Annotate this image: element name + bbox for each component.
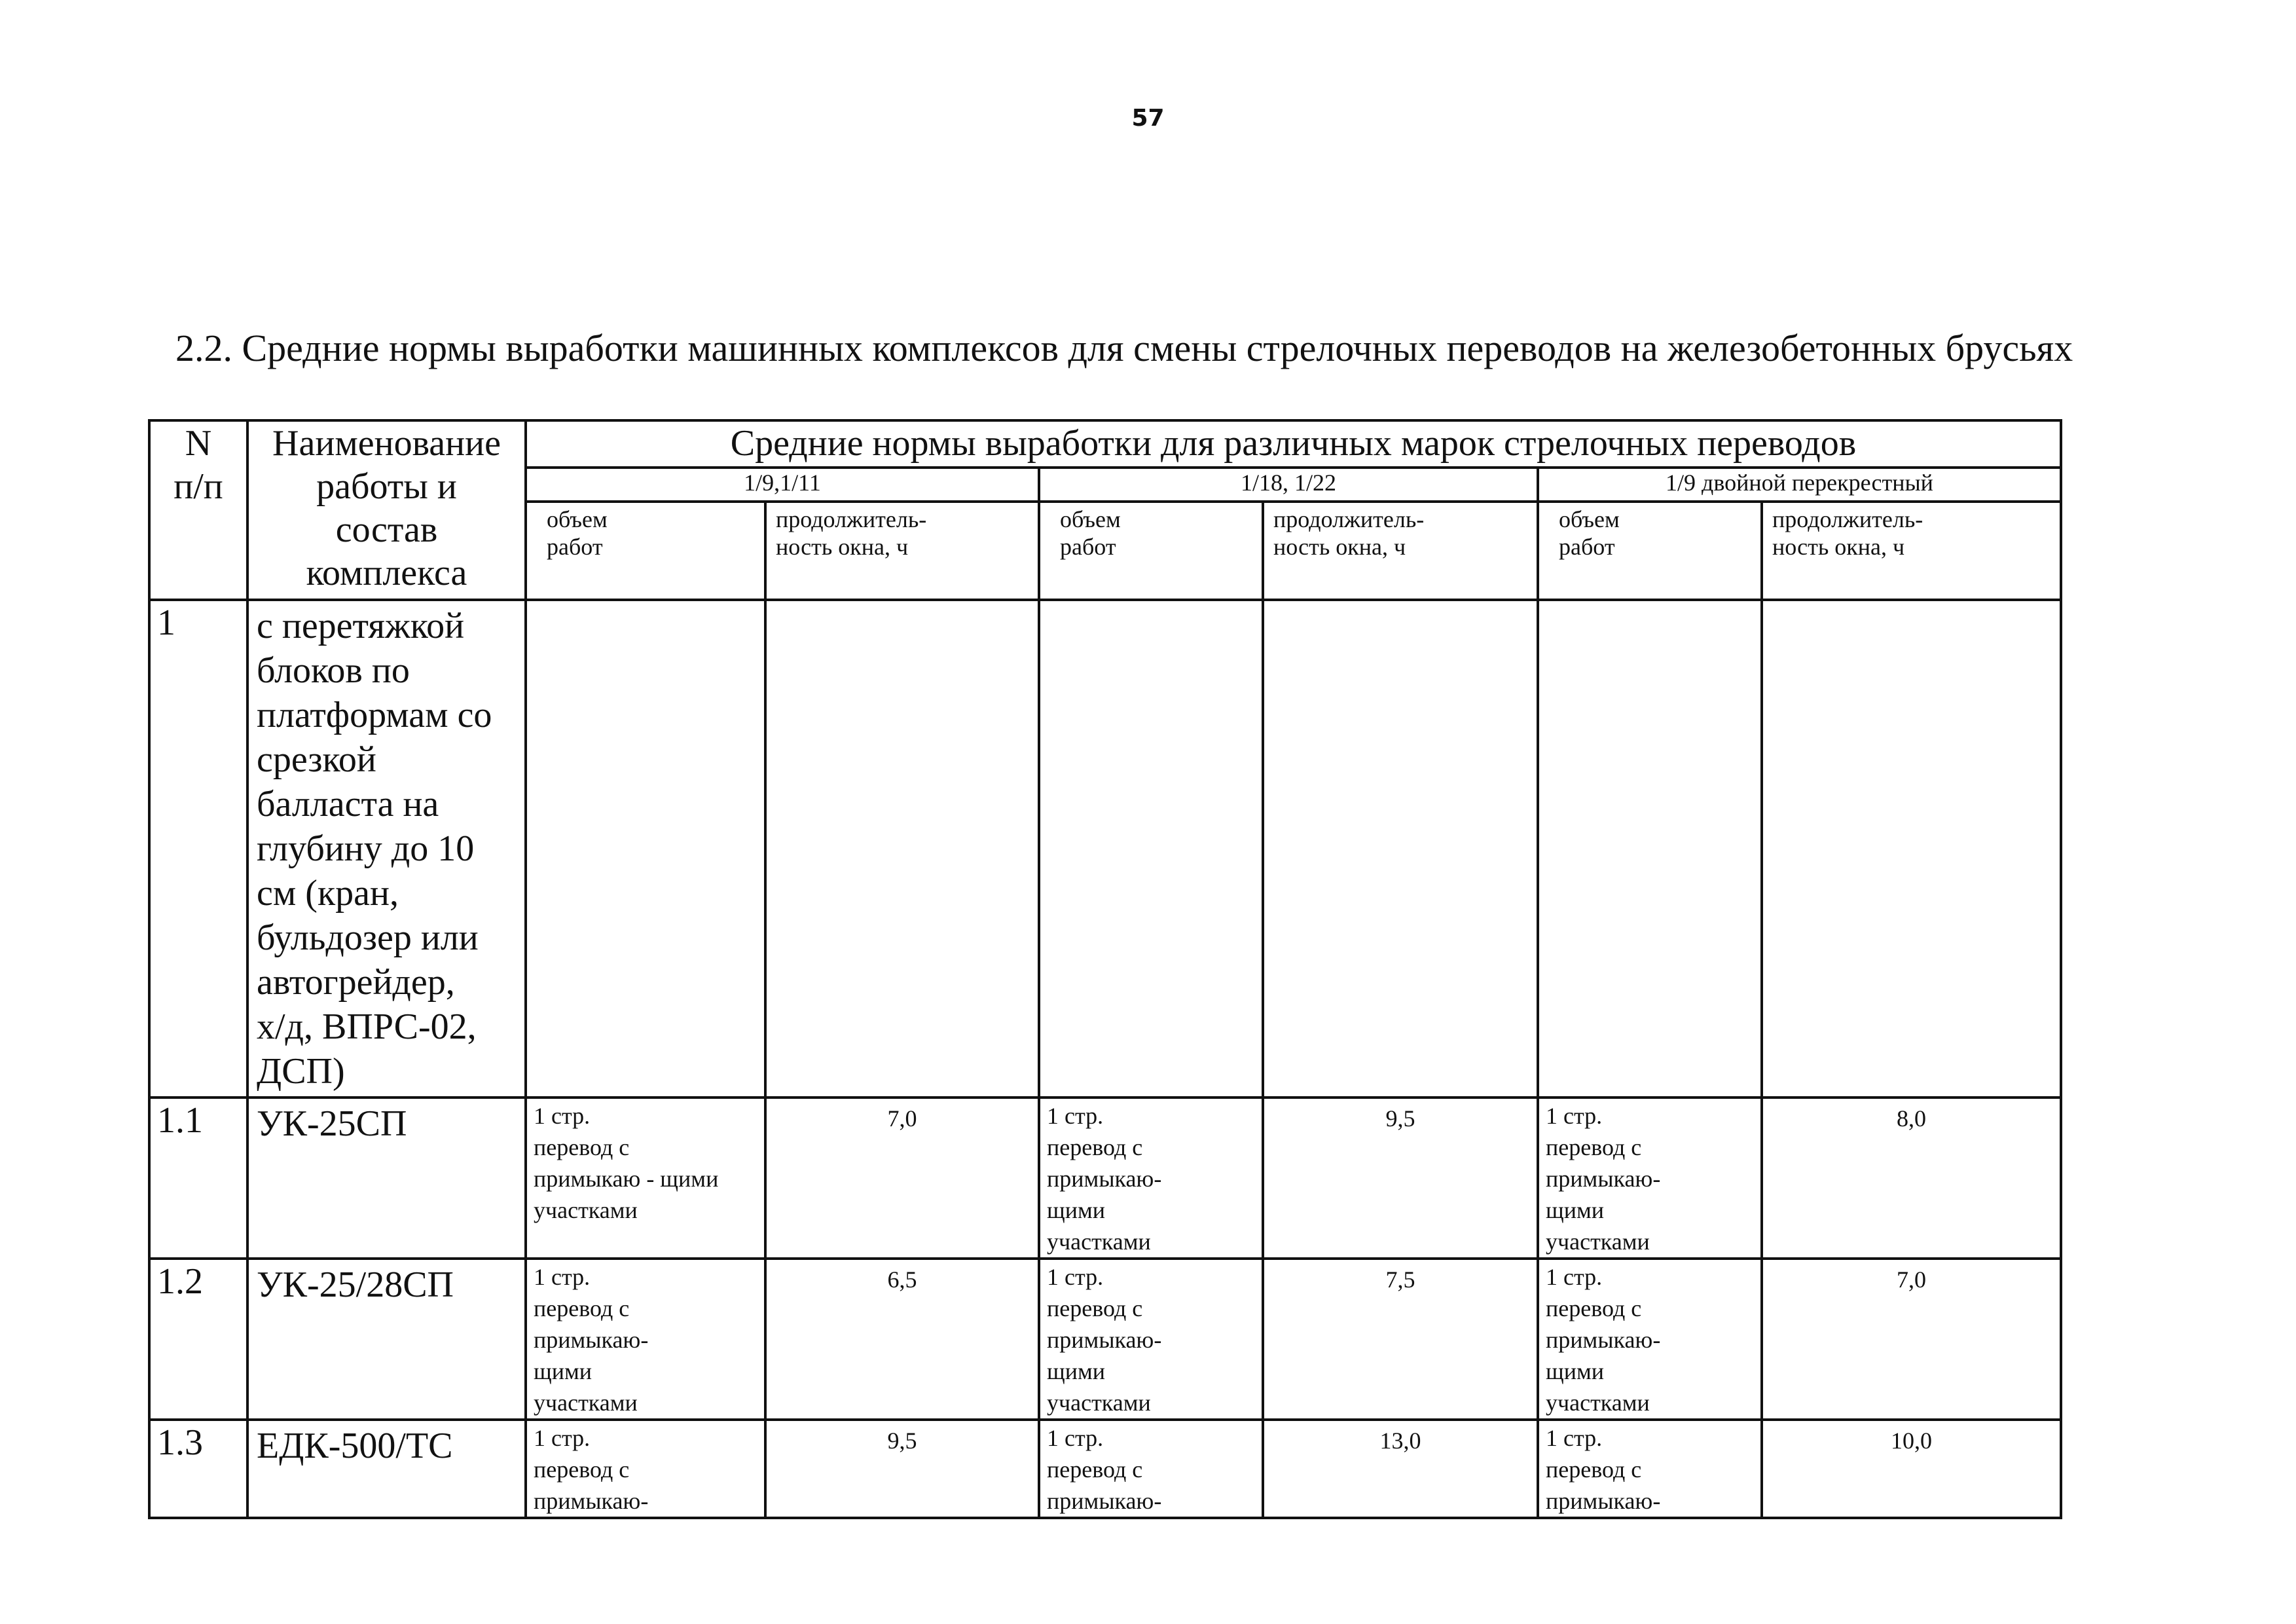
row-name: УК-25СП	[247, 1098, 526, 1259]
header-row-1	[149, 420, 2061, 468]
table-row	[149, 1098, 2061, 1259]
volume-cell: 1 стр. перевод с примыкаю- щими участками	[1538, 1098, 1762, 1259]
volume-cell: 1 стр. перевод с примыкаю-	[1039, 1420, 1263, 1518]
duration-cell: 13,0	[1263, 1420, 1538, 1518]
table-row	[149, 1259, 2061, 1420]
norms-table	[148, 419, 2062, 1519]
duration-cell: 10,0	[1762, 1420, 2061, 1518]
brand-header: 1/18, 1/22	[1039, 468, 1538, 502]
table-row	[149, 1420, 2061, 1518]
row-number: 1.2	[149, 1259, 247, 1420]
page-number: 57	[1131, 105, 1165, 132]
row-number: 1	[149, 600, 247, 1098]
volume-cell: 1 стр. перевод с примыкаю- щими участками	[526, 1259, 765, 1420]
table-row	[149, 600, 2061, 1098]
row-name: ЕДК-500/ТС	[247, 1420, 526, 1518]
volume-cell	[1039, 600, 1263, 1098]
duration-cell: 8,0	[1762, 1098, 2061, 1259]
volume-cell: 1 стр. перевод с примыкаю- щими участками	[1039, 1259, 1263, 1420]
sub-header-duration: продолжитель- ность окна, ч	[1263, 502, 1538, 600]
col-norms-header: Средние нормы выработки для различных марок стрелочных переводов	[526, 420, 2061, 468]
volume-cell: 1 стр. перевод с примыкаю- щими участками	[1039, 1098, 1263, 1259]
volume-cell: 1 стр. перевод с примыкаю- щими участками	[1538, 1259, 1762, 1420]
duration-cell	[765, 600, 1039, 1098]
row-name: с перетяжкой блоков по платформам со срезкой балласта на глубину до 10 см (кран, бульдозер или автогрейдер, х/д, ВПРС-02, ДСП)	[247, 600, 526, 1098]
sub-header-volume: объем работ	[1538, 502, 1762, 600]
duration-cell: 7,5	[1263, 1259, 1538, 1420]
col-name-header: Наименование работы и состав комплекса	[247, 420, 526, 600]
volume-cell	[526, 600, 765, 1098]
row-number: 1.3	[149, 1420, 247, 1518]
duration-cell	[1263, 600, 1538, 1098]
brand-header: 1/9 двойной перекрестный	[1538, 468, 2061, 502]
row-name: УК-25/28СП	[247, 1259, 526, 1420]
duration-cell: 7,0	[765, 1098, 1039, 1259]
volume-cell: 1 стр. перевод с примыкаю-	[1538, 1420, 1762, 1518]
duration-cell: 9,5	[1263, 1098, 1538, 1259]
col-number-header: N п/п	[149, 420, 247, 600]
brand-header: 1/9,1/11	[526, 468, 1039, 502]
duration-cell: 7,0	[1762, 1259, 2061, 1420]
table-title: 2.2. Средние нормы выработки машинных комплексов для смены стрелочных переводов на железобетонных брусьях	[175, 327, 2073, 369]
row-number: 1.1	[149, 1098, 247, 1259]
volume-cell: 1 стр. перевод с примыкаю - щими участками	[526, 1098, 765, 1259]
volume-cell: 1 стр. перевод с примыкаю-	[526, 1420, 765, 1518]
sub-header-duration: продолжитель- ность окна, ч	[765, 502, 1039, 600]
duration-cell	[1762, 600, 2061, 1098]
duration-cell: 6,5	[765, 1259, 1039, 1420]
sub-header-volume: объем работ	[1039, 502, 1263, 600]
sub-header-volume: объем работ	[526, 502, 765, 600]
volume-cell	[1538, 600, 1762, 1098]
duration-cell: 9,5	[765, 1420, 1039, 1518]
sub-header-duration: продолжитель- ность окна, ч	[1762, 502, 2061, 600]
